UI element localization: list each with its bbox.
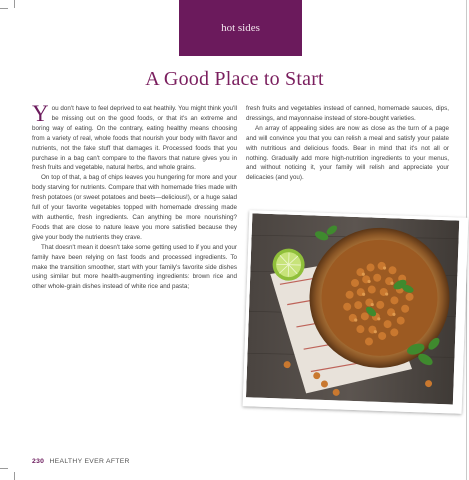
section-tab [179,0,302,56]
roasted-chickpeas-image [246,213,459,404]
left-column [32,101,237,292]
crop-mark [0,468,8,469]
paragraph [32,101,237,173]
paragraph: On top of that, a bag of chips leaves you hungering for more and your body starving for nutrients. Compare that with homemade fries made with fresh potatoes (or sweet potatoes and beets—delicious!), or a huge salad full of your favorite vegetables topped with homemade dressing made with authentic, fresh ingredients. Can anything be more nourishing? Foods that are close to nature leave you more satisfied because they give your body the nutrients they crave. [32,174,237,241]
paragraph: That doesn't mean it doesn't take some getting used to if you and your family have been relying on fast foods and processed ingredients. To make the transition smoother, start with your family's favorite side dishes using similar but more health-augmenting ingredients: brown rice and other whole-grain dishes instead of white rice and pasta; [32,243,237,291]
paragraph: An array of appealing sides are now as close as the turn of a page and will convince you that you can relish a meal and satisfy your palate with nutritious and delicious foods. Bear in mind that it's not all or nothing. Gradually add more high-nutrition ingredients to your menus, and without noticing it, your family will relish and appreciate your delicacies (and you). [246,124,449,182]
crop-mark [14,0,15,8]
chickpeas-photo [243,210,469,414]
book-title: HEALTHY EVER AFTER [49,458,130,465]
dropcap: Y [32,101,49,126]
paragraph: fresh fruits and vegetables instead of canned, homemade sauces, dips, dressings, and mayonnaise instead of store-bought varieties. [246,105,449,122]
crop-mark [0,8,8,9]
paragraph-text: ou don't have to feel deprived to eat heathily. You might think you'll be missing out on the good foods, or that it's an extreme and boring way of eating. On the contrary, eating healthy means choosing from a variety of real, whole foods that nourish your body with flavor and nutrients, not the fake stuff that damages it. Processed foods that you purchase in a bag can't compare to the flavors that nature gives you in fresh fruits and vegetable, natural herbs, and whole grains. [32,105,237,172]
section-tab-label: hot sides [221,22,260,34]
crop-mark [14,472,15,480]
page-title: A Good Place to Start [145,68,324,90]
page-footer [32,458,130,465]
page-number: 230 [32,458,45,465]
right-column [246,104,449,183]
